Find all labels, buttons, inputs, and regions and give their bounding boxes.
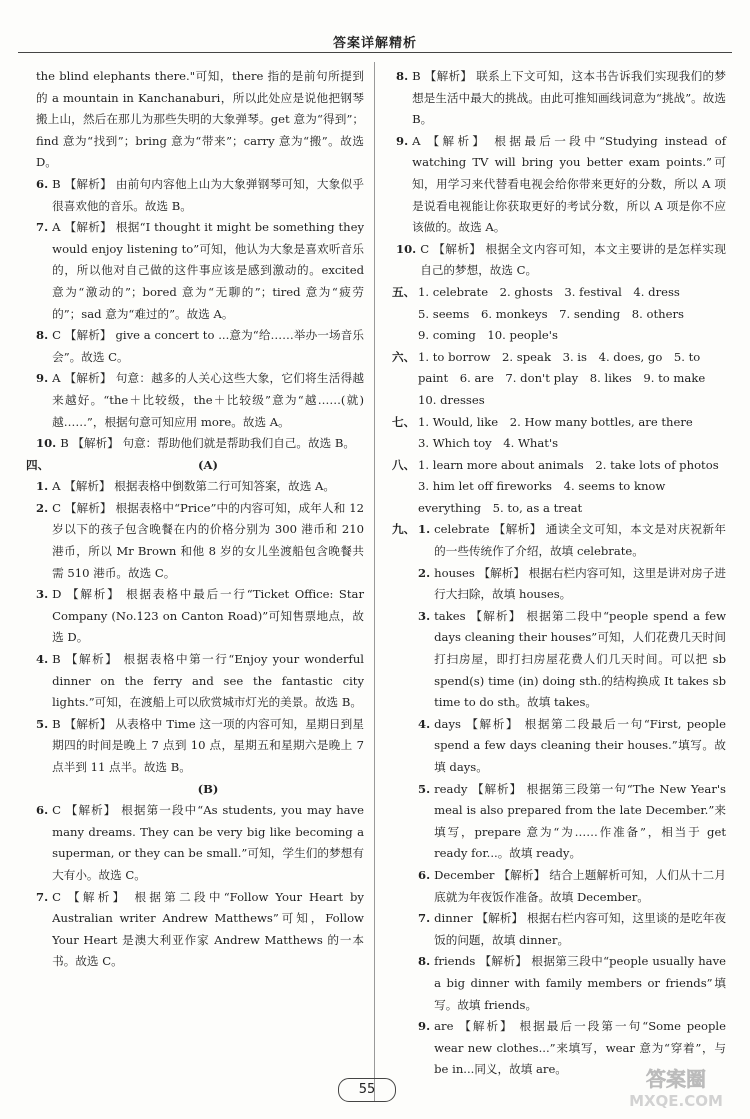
answer-line: 3. Which toy 4. What's (418, 436, 559, 451)
section-7: 七、 1. Would, like 2. How many bottles, are there 3. Which toy 4. What's (392, 412, 726, 455)
answer-line: 1. to borrow 2. speak 3. is 4. does, go 5. to (418, 349, 701, 364)
answer-item: 1. A 【解析】 根据表格中倒数第二行可知答案，故选 A。 (36, 479, 336, 494)
right-column (392, 66, 726, 1081)
answer-item: 8. B 【解析】 联系上下文可知，这本书告诉我们实现我们的梦想是生活中最大的挑战。由此可推知画线词意为“挑战”。故选 B。 (396, 69, 726, 127)
answer-item: 4. days 【解析】 根据第二段最后一句“First, people spend a few days cleaning their houses.”填写。故填 days。 (418, 716, 726, 774)
answer-line: 10. dresses (418, 392, 485, 407)
answer-line: 1. learn more about animals 2. take lots of photos (418, 457, 719, 472)
answer-item: 9. A 【解析】 根据最后一段中“Studying instead of watching TV will bring you better exam points.”可知，用学习来代替看电视会给你带来更好的分数，所以 A 项是说看电视能让你获取更好的考试分数，所以 A 项是你不应该做的。故选 A。 (396, 133, 726, 235)
answer-item: 6. C 【解析】 根据第一段中“As students, you may have many dreams. They can be very big like becoming a superman, or they can be small.”可知，学生们的梦想有大有小。故选 C。 (36, 803, 364, 882)
section-4-header (26, 455, 364, 477)
answer-item: 9. are 【解析】 根据最后一段第一句“Some people wear new clothes...”来填写，wear 意为“穿着”，与 be in...同义，故填 are。 (418, 1019, 726, 1077)
header-title: 答案详解精析 (332, 36, 417, 51)
continued-paragraph: the blind elephants there."可知，there 指的是前句所提到的 a mountain in Kanchanaburi，所以此处应是说他把钢琴搬上山，然后在那儿为那些失明的大象弹琴。get 意为“得到”；find 意为“找到”；bring 意为“带来”；carry 意为“搬”。故选 D。 (36, 69, 364, 170)
header-rule (18, 52, 732, 53)
section-label: 四、 (26, 457, 50, 472)
answer-item: 5. ready 【解析】 根据第三段第一句“The New Year's meal is also prepared from the late December.”来填写，prepare 意为“为……作准备”，相当于 get ready for...。故填 ready。 (418, 781, 726, 861)
page-number: 55 (338, 1078, 396, 1102)
watermark-text-url: MXQE.COM (629, 1092, 723, 1110)
answer-line: 1. celebrate 2. ghosts 3. festival 4. dress (418, 284, 680, 299)
answer-item: 10. C 【解析】 根据全文内容可知，本文主要讲的是怎样实现自己的梦想，故选 C。 (396, 241, 726, 278)
answer-line: 3. him let off fireworks 4. seems to know (418, 479, 666, 494)
answer-item: 1. celebrate 【解析】 通读全文可知，本文是对庆祝新年的一些传统作了介绍，故填 celebrate。 (418, 522, 726, 559)
column-divider (374, 62, 375, 1102)
section-8: 八、 1. learn more about animals 2. take lots of photos 3. him let off fireworks 4. seems to know everything 5. to, as a treat (392, 455, 726, 520)
answer-item: 3. takes 【解析】 根据第二段中“people spend a few days cleaning their houses”可知，人们花费几天时间打扫房屋，即打扫房屋花费人们几天时间。可以把 sb spend(s) time (in) doing sth.的结构换成 It takes sb time to do sth。故填 takes。 (418, 608, 726, 710)
answer-line: 1. Would, like 2. How many bottles, are there (418, 414, 693, 429)
answer-line: everything 5. to, as a treat (418, 500, 583, 515)
answer-item: 4. B 【解析】 根据表格中第一行“Enjoy your wonderful dinner on the ferry and see the fantastic city lights.”可知，在渡船上可以欣赏城市灯光的美景。故选 B。 (36, 652, 364, 710)
answer-line: 5. seems 6. monkeys 7. sending 8. others (418, 306, 684, 321)
section-5: 五、 1. celebrate 2. ghosts 3. festival 4. dress 5. seems 6. monkeys 7. sending 8. others 9. coming 10. people's (392, 282, 726, 347)
answer-item: 6. B 【解析】 由前句内容他上山为大象弹钢琴可知，大象似乎很喜欢他的音乐。故选 B。 (36, 176, 364, 213)
answer-item: 7. dinner 【解析】 根据右栏内容可知，这里谈的是吃年夜饭的问题，故填 dinner。 (418, 911, 726, 947)
answer-item: 7. C 【解析】 根据第二段中“Follow Your Heart by Australian writer Andrew Matthews”可知，Follow Your Heart 是澳大利亚作家 Andrew Matthews 的一本书。故选 C。 (36, 889, 364, 969)
page-header (0, 0, 750, 58)
answer-item: 2. houses 【解析】 根据右栏内容可知，这里是讲对房子进行大扫除，故填 houses。 (418, 565, 726, 602)
answer-item: 8. friends 【解析】 根据第三段中“people usually have a big dinner with family members or friends”填写。故填 friends。 (418, 954, 726, 1012)
section-6: 六、 1. to borrow 2. speak 3. is 4. does, go 5. to paint 6. are 7. don't play 8. likes 9. to make 10. dresses (392, 347, 726, 412)
answer-item: 7. A 【解析】 根据“I thought it might be something they would enjoy listening to”可知，他认为大象是喜欢听音乐的，所以他对自己做的这件事应该是感到激动的。excited 意为“激动的”；bored 意为“无聊的”；tired 意为“疲劳的”；sad 意为“难过的”。故选 A。 (36, 220, 364, 321)
group-b-heading: (B) (197, 781, 219, 796)
left-column (26, 66, 364, 973)
answer-item: 3. D 【解析】 根据表格中最后一行“Ticket Office: Star Company (No.123 on Canton Road)”可知售票地点，故选 D。 (36, 587, 364, 645)
group-a-heading: (A) (198, 457, 218, 472)
answer-line: 9. coming 10. people's (418, 328, 558, 343)
answer-line: paint 6. are 7. don't play 8. likes 9. to make (418, 371, 706, 386)
answer-item: 2. C 【解析】 根据表格中“Price”中的内容可知，成年人和 12 岁以下的孩子包含晚餐在内的价格分别为 300 港币和 210 港币，所以 Mr Brown 和他 8 岁的女儿坐渡船包含晚餐共需 510 港币。故选 C。 (36, 500, 364, 580)
answer-item: 9. A 【解析】 句意：越多的人关心这些大象，它们将生活得越来越好。“the＋比较级，the＋比较级”意为“越……(就)越……”，根据句意可知应用 more。故选 A。 (36, 371, 364, 429)
watermark-logo (612, 1064, 740, 1112)
watermark-text-cn: 答案圈 (646, 1067, 706, 1091)
answer-item: 6. December 【解析】 结合上题解析可知，人们从十二月底就为年夜饭作准备。故填 December。 (418, 867, 726, 904)
section-9: 九、 1. celebrate 【解析】 通读全文可知，本文是对庆祝新年的一些传统作了介绍，故填 celebrate。 2. houses 【解析】 根据右栏内容可知，这里是讲对房子进行大扫除，故填 houses。 3. takes 【解析】 根据第二段中“people spend a few days cleaning their houses”可知，人们花费几天时间打扫房屋，即打扫房屋花费人们几天时间。可以把 sb spend(s) time (in) doing sth.的结构换成 It takes sb time to do sth。故填 takes。 4. days 【解析】 根据第二段最后一句“First, people spend a few days cleaning their houses.”填写。故填 days。 5. ready 【解析】 根据第三段第一句“The New Year's meal is also prepared from the late December.”来填写，prepare 意为“为……作准备”，相当于 get ready for...。故填 ready。 6. December 【解析】 结合上题解析可知，人们从十二月底就为年夜饭作准备。故填 December。 7. dinner 【解析】 根据右栏内容可知，这里谈的是吃年夜饭的问题，故填 dinner。 8. friends 【解析】 根据第三段中“people usually have a big dinner with family members or friends”填写。故填 friends。 9. are 【解析】 根据最后一段第一句“Some people wear new clothes...”来填写，wear 意为“穿着”，与 be in...同义，故填 are。 (392, 519, 726, 1080)
answer-item: 5. B 【解析】 从表格中 Time 这一项的内容可知，星期日到星期四的时间是晚上 7 点到 10 点，星期五和星期六是晚上 7 点半到 11 点半。故选 B。 (36, 716, 364, 774)
answer-item: 10. B 【解析】 句意：帮助他们就是帮助我们自己。故选 B。 (36, 436, 355, 451)
answer-item: 8. C 【解析】 give a concert to ...意为“给……举办一场音乐会”。故选 C。 (36, 328, 364, 364)
